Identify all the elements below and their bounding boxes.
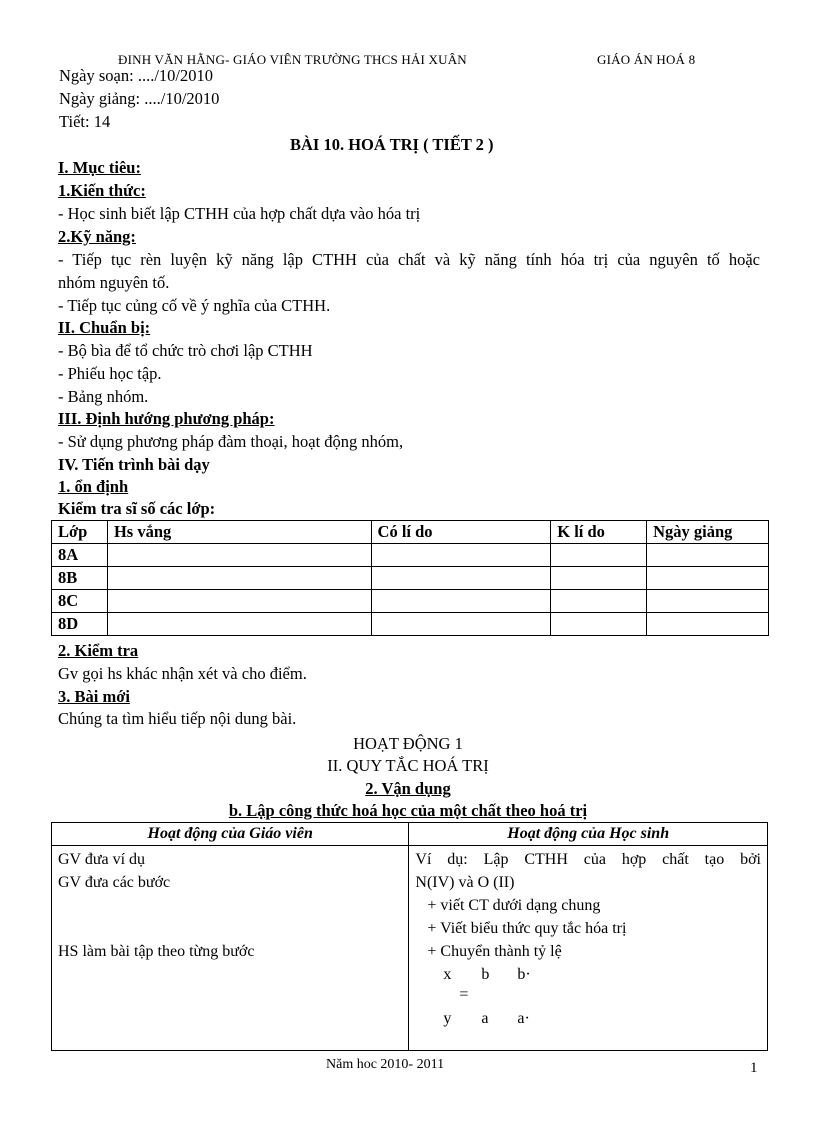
col-header: Lớp xyxy=(52,521,108,544)
empty-cell xyxy=(551,590,647,613)
table-row xyxy=(52,567,769,590)
ky-nang-item-1: - Tiếp tục rèn luyện kỹ năng lập CTHH của chất và kỹ năng tính hóa trị của nguyên tố hoặc xyxy=(58,250,760,269)
empty-cell xyxy=(371,613,551,636)
ratio-equals: = xyxy=(459,986,469,1003)
page-number: 1 xyxy=(750,1060,758,1076)
empty-cell xyxy=(647,567,769,590)
student-line: + Chuyển thành tỷ lệ xyxy=(427,943,562,960)
student-line: Ví dụ: Lập CTHH của hợp chất tạo bởi xyxy=(415,851,761,868)
empty-cell xyxy=(551,544,647,567)
empty-cell xyxy=(371,544,551,567)
empty-cell xyxy=(107,567,371,590)
student-line: N(IV) và O (II) xyxy=(415,874,515,891)
ratio-x: x xyxy=(443,966,452,983)
ratio-b2: b· xyxy=(517,966,531,983)
teacher-line: GV đưa các bước xyxy=(58,874,171,891)
student-line: + viết CT dưới dạng chung xyxy=(427,897,601,914)
col-header: Hs vắng xyxy=(107,521,371,544)
empty-cell xyxy=(647,613,769,636)
ratio-a2: a· xyxy=(517,1010,530,1027)
chuan-bi-item-2: - Phiếu học tập. xyxy=(58,364,162,383)
activity-table xyxy=(51,822,768,1051)
ngay-giang: Ngày giảng: ..../10/2010 xyxy=(59,89,220,108)
empty-cell xyxy=(371,567,551,590)
teacher-line: HS làm bài tập theo từng bước xyxy=(58,943,255,960)
heading-kien-thuc: 1.Kiến thức: xyxy=(58,181,146,200)
student-line: + Viết biểu thức quy tắc hóa trị xyxy=(427,920,627,937)
ngay-soan: Ngày soạn: ..../10/2010 xyxy=(59,66,213,85)
table-header-row xyxy=(52,823,768,846)
quy-tac-title: II. QUY TẮC HOÁ TRỊ xyxy=(327,756,489,775)
class-cell: 8D xyxy=(52,613,108,636)
col-header: Ngày giảng xyxy=(647,521,769,544)
empty-cell xyxy=(647,544,769,567)
header-left: ĐINH VĂN HẰNG- GIÁO VIÊN TRƯỜNG THCS HẢI XUÂN xyxy=(118,52,467,67)
kiem-tra-si-so: Kiểm tra sĩ số các lớp: xyxy=(58,499,216,518)
chuan-bi-item-3: - Bảng nhóm. xyxy=(58,387,149,406)
empty-cell xyxy=(107,613,371,636)
teacher-cell xyxy=(52,846,409,1051)
heading-muc-tieu: I. Mục tiêu: xyxy=(58,158,141,177)
chuan-bi-item-1: - Bộ bìa để tổ chức trò chơi lập CTHH xyxy=(58,341,313,360)
teacher-line: GV đưa ví dụ xyxy=(58,851,146,868)
kien-thuc-item: - Học sinh biết lập CTHH của hợp chất dựa vào hóa trị xyxy=(58,204,421,223)
ratio-a1: a xyxy=(481,1010,489,1027)
page-title: BÀI 10. HOÁ TRỊ ( TIẾT 2 ) xyxy=(290,135,494,154)
table-row xyxy=(52,846,768,1051)
table-row xyxy=(52,544,769,567)
empty-cell xyxy=(551,567,647,590)
heading-dinh-huong: III. Định hướng phương pháp: xyxy=(58,409,275,428)
lap-cong-thuc-title: b. Lập công thức hoá học của một chất theo hoá trị xyxy=(228,801,588,820)
teacher-column-header: Hoạt động của Giáo viên xyxy=(52,823,409,846)
student-cell xyxy=(409,846,768,1051)
heading-tien-trinh: IV. Tiến trình bài dạy xyxy=(58,455,210,474)
class-cell: 8A xyxy=(52,544,108,567)
empty-cell xyxy=(107,544,371,567)
tiet: Tiết: 14 xyxy=(59,112,111,131)
bai-moi-item: Chúng ta tìm hiểu tiếp nội dung bài. xyxy=(58,709,297,728)
van-dung-title: 2. Vận dụng xyxy=(365,779,451,798)
class-cell: 8C xyxy=(52,590,108,613)
class-cell: 8B xyxy=(52,567,108,590)
ky-nang-item-2: - Tiếp tục củng cố về ý nghĩa của CTHH. xyxy=(58,296,331,315)
empty-cell xyxy=(647,590,769,613)
col-header: Có lí do xyxy=(371,521,551,544)
student-column-header: Hoạt động của Học sinh xyxy=(409,823,768,846)
col-header: K lí do xyxy=(551,521,647,544)
ky-nang-item-1-cont: nhóm nguyên tố. xyxy=(58,273,170,292)
table-row xyxy=(52,613,769,636)
empty-cell xyxy=(107,590,371,613)
ratio-b1: b xyxy=(481,966,490,983)
table-header-row xyxy=(52,521,769,544)
heading-bai-moi: 3. Bài mới xyxy=(58,687,130,706)
empty-cell xyxy=(551,613,647,636)
table-row xyxy=(52,590,769,613)
hoat-dong-title: HOẠT ĐỘNG 1 xyxy=(353,734,463,753)
empty-cell xyxy=(371,590,551,613)
kiem-tra-item: Gv gọi hs khác nhận xét và cho điểm. xyxy=(58,664,307,683)
dinh-huong-item: - Sử dụng phương pháp đàm thoại, hoạt động nhóm, xyxy=(58,432,404,451)
ratio-y: y xyxy=(443,1010,452,1027)
footer-year: Năm hoc 2010- 2011 xyxy=(326,1057,445,1072)
heading-kiem-tra: 2. Kiểm tra xyxy=(58,641,139,660)
heading-chuan-bi: II. Chuẩn bị: xyxy=(58,318,151,337)
heading-ky-nang: 2.Kỹ năng: xyxy=(58,227,136,246)
ratio-formula xyxy=(415,963,761,1033)
heading-on-dinh: 1. ổn định xyxy=(58,477,129,496)
class-attendance-table xyxy=(51,520,769,636)
header-right: GIÁO ÁN HOÁ 8 xyxy=(597,52,696,67)
